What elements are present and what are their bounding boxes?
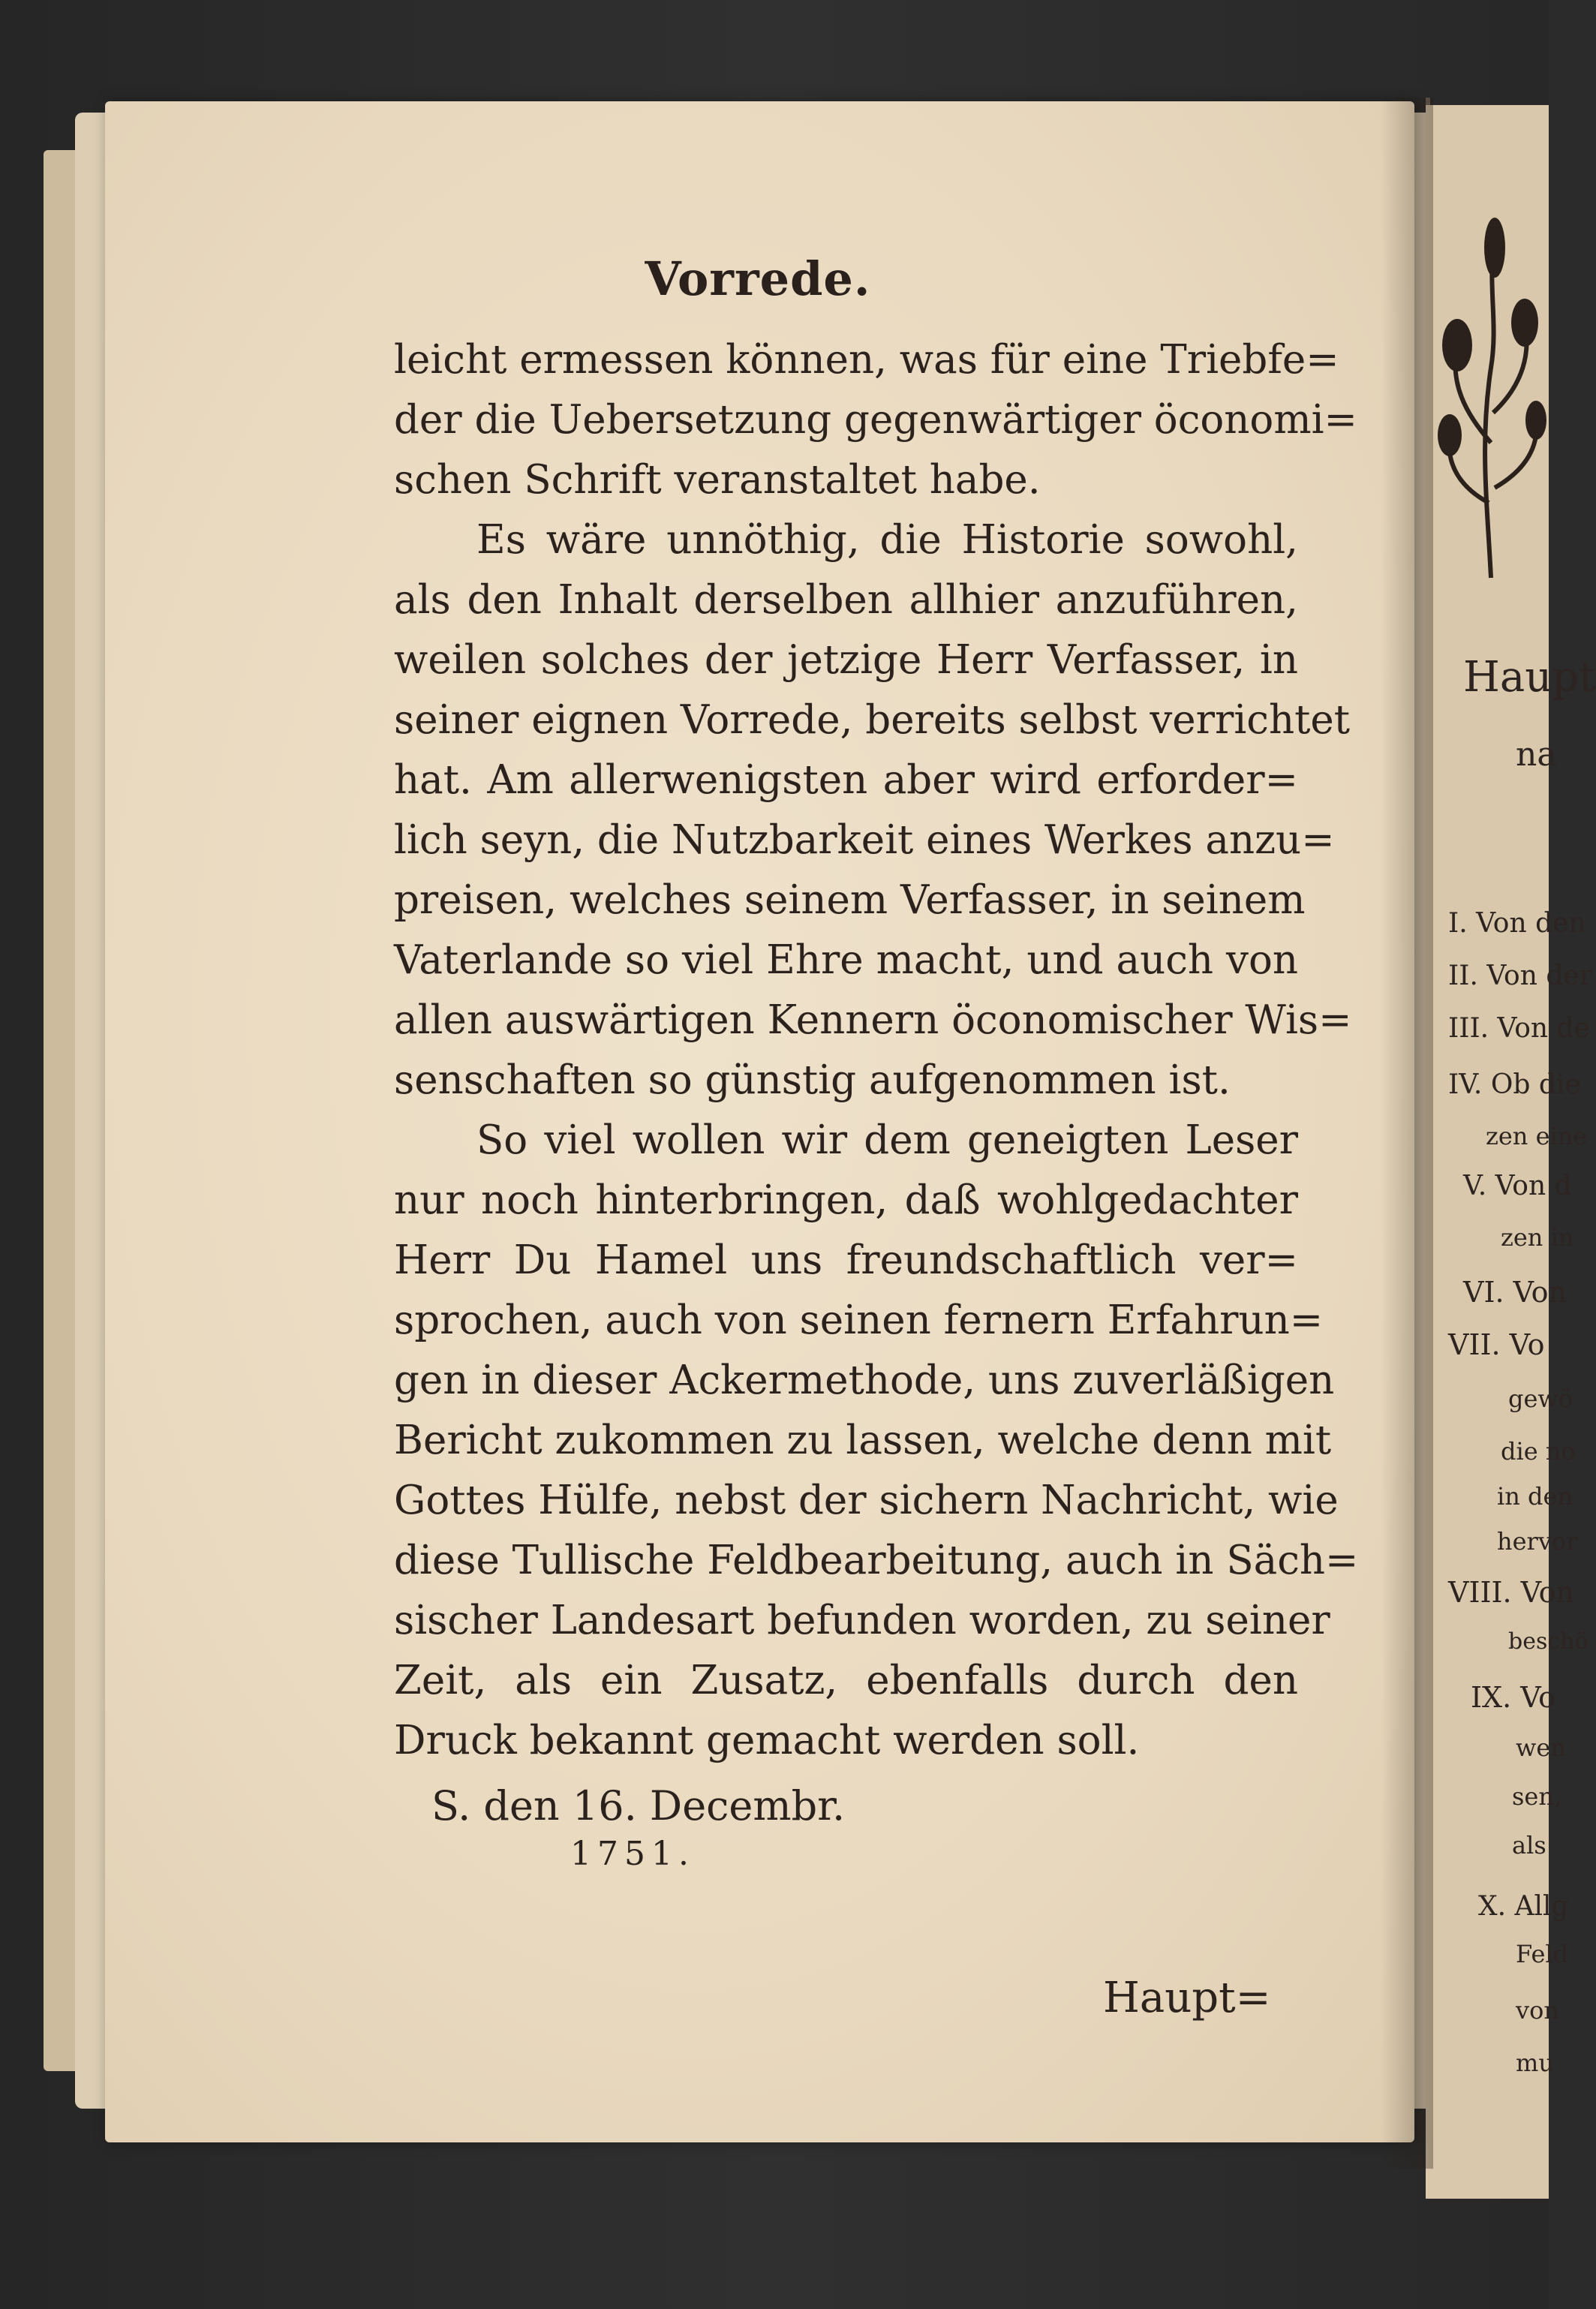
facing-page-text: I. Von den: [1448, 908, 1586, 939]
gutter-shadow: [1381, 98, 1433, 2169]
facing-page-text: X. Allg: [1478, 1891, 1569, 1922]
facing-page-text: Feld: [1516, 1940, 1569, 1968]
facing-page-text: IX. Vo: [1471, 1681, 1556, 1714]
facing-page-text: zen eine: [1486, 1122, 1588, 1150]
text-line: Herr Du Hamel uns freundschaftlich ver=: [394, 1237, 1298, 1283]
facing-page-text: III. Von de: [1448, 1013, 1590, 1044]
facing-page-text: sen,: [1512, 1782, 1562, 1811]
text-line: nur noch hinterbringen, daß wohlgedachter: [394, 1177, 1298, 1223]
place-date: S. den 16. Decembr.: [431, 1782, 846, 1829]
catchword: Haupt=: [1103, 1974, 1271, 2022]
text-line: als den Inhalt derselben allhier anzuführen,: [394, 577, 1298, 623]
facing-page-text: mu: [1516, 2049, 1554, 2077]
facing-page-text: na: [1516, 735, 1557, 774]
text-line: So viel wollen wir dem geneigten Leser: [476, 1117, 1298, 1163]
facing-page-text: hervor: [1497, 1527, 1578, 1556]
facing-page-text: VIII. Von: [1448, 1576, 1574, 1609]
floral-ornament-icon: [1435, 218, 1547, 593]
facing-page-text: von: [1516, 1996, 1559, 2025]
facing-page-text: VII. Vo: [1448, 1328, 1545, 1361]
text-line: Zeit, als ein Zusatz, ebenfalls durch den: [394, 1658, 1298, 1703]
text-line: leicht ermessen können, was für eine Triebfe=: [394, 337, 1339, 383]
facing-page-text: als: [1512, 1831, 1546, 1860]
text-line: schen Schrift veranstaltet habe.: [394, 457, 1041, 503]
text-line: hat. Am allerwenigsten aber wird erforder=: [394, 757, 1298, 803]
text-line: diese Tullische Feldbearbeitung, auch in Säch=: [394, 1538, 1359, 1583]
text-line: weilen solches der jetzige Herr Verfasser, in: [394, 637, 1298, 683]
text-line: allen auswärtigen Kennern öconomischer Wis=: [394, 997, 1352, 1043]
facing-page-text: IV. Ob die: [1448, 1069, 1581, 1100]
facing-page-text: in den: [1497, 1482, 1573, 1511]
text-line: Bericht zukommen zu lassen, welche denn mit: [394, 1418, 1332, 1463]
facing-page-text: Haupt: [1463, 653, 1596, 702]
facing-page: [1426, 105, 1596, 2199]
facing-page-text: wen: [1516, 1733, 1566, 1762]
text-line: Druck bekannt gemacht werden soll.: [394, 1718, 1140, 1763]
running-head: Vorrede.: [645, 251, 871, 306]
facing-page-text: gewö: [1508, 1384, 1573, 1413]
facing-page-text: zen in: [1501, 1223, 1574, 1252]
text-line: Es wäre unnöthig, die Historie sowohl,: [476, 517, 1298, 563]
facing-page-text: II. Von der: [1448, 961, 1592, 991]
text-line: lich seyn, die Nutzbarkeit eines Werkes anzu=: [394, 817, 1335, 863]
text-line: der die Uebersetzung gegenwärtiger öconomi=: [394, 397, 1357, 443]
facing-page-text: VI. Von: [1463, 1276, 1567, 1309]
text-line: Gottes Hülfe, nebst der sichern Nachricht, wie: [394, 1478, 1339, 1523]
facing-page-text: V. Von d: [1463, 1171, 1572, 1201]
text-line: gen in dieser Ackermethode, uns zuverläßigen: [394, 1357, 1335, 1403]
text-line: seiner eignen Vorrede, bereits selbst verrichtet: [394, 697, 1351, 743]
text-line: sischer Landesart befunden worden, zu seiner: [394, 1598, 1330, 1643]
text-line: senschaften so günstig aufgenommen ist.: [394, 1057, 1231, 1103]
facing-page-text: beschö: [1508, 1628, 1588, 1655]
year: 1751.: [570, 1835, 695, 1873]
text-line: Vaterlande so viel Ehre macht, und auch von: [394, 937, 1298, 983]
text-line: sprochen, auch von seinen fernern Erfahrun=: [394, 1297, 1324, 1343]
text-line: preisen, welches seinem Verfasser, in seinem: [394, 877, 1306, 923]
body-text: [394, 330, 1359, 1771]
facing-page-text: die no: [1501, 1437, 1576, 1466]
